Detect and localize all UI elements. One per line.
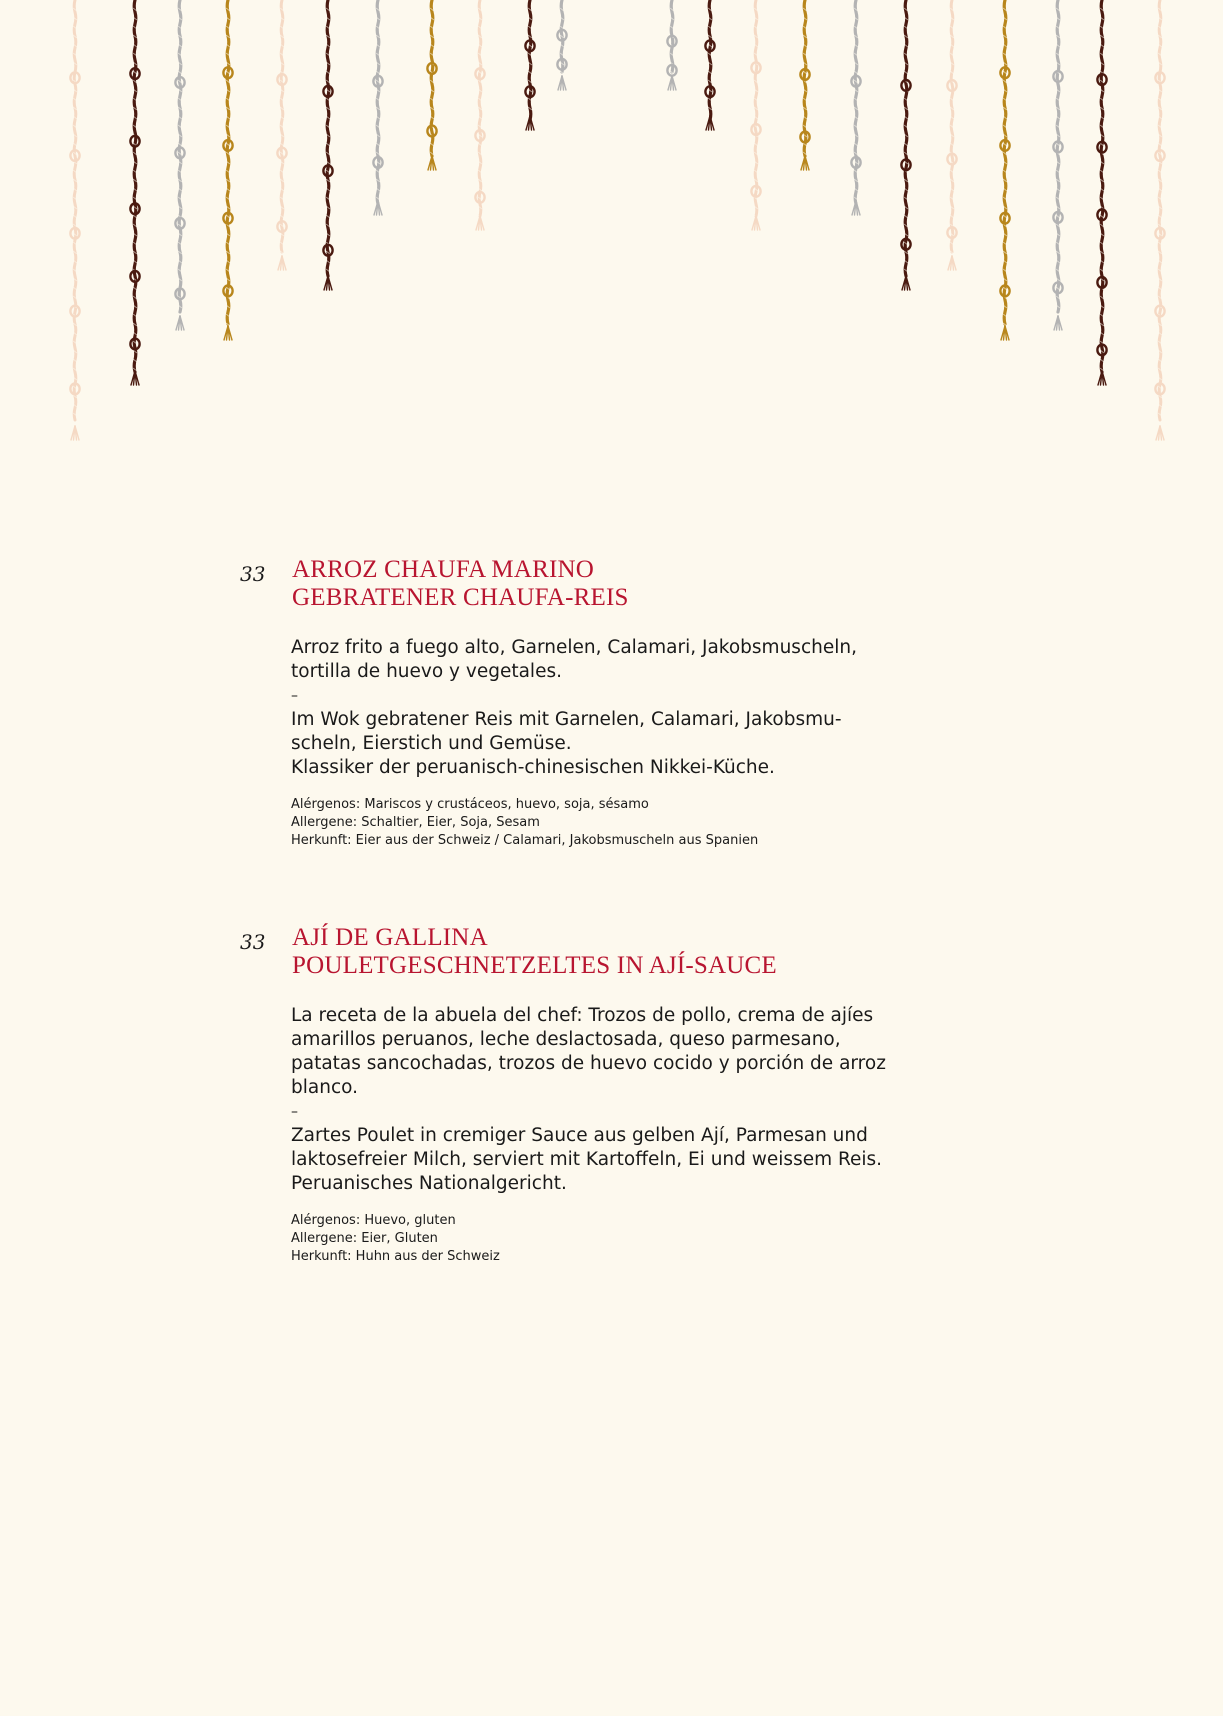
dish-title-es: AJÍ DE GALLINA [292, 924, 488, 951]
rope [1097, 0, 1106, 385]
allergens-de: Allergene: Eier, Gluten [291, 1231, 438, 1246]
rope [175, 0, 184, 330]
description-line: Klassiker der peruanisch-chinesischen Nikkei-Küche. [291, 757, 775, 778]
origin: Herkunft: Huhn aus der Schweiz [291, 1249, 500, 1264]
description-line: laktosefreier Milch, serviert mit Kartoffeln, Ei und weissem Reis. [291, 1149, 883, 1170]
rope [1155, 0, 1164, 440]
dish-notes [291, 796, 971, 850]
description-line: patatas sancochadas, trozos de huevo cocido y porción de arroz [291, 1053, 886, 1074]
rope [800, 0, 809, 170]
dish-title-de: POULETGESCHNETZELTES IN AJÍ-SAUCE [292, 952, 777, 979]
description-line: blanco. [291, 1077, 358, 1098]
description-line: scheln, Eierstich und Gemüse. [291, 733, 572, 754]
rope [705, 0, 714, 130]
dish-title [292, 924, 777, 980]
dish-notes [291, 1212, 971, 1266]
rope [427, 0, 436, 170]
rope [1053, 0, 1062, 330]
description-line: tortilla de huevo y vegetales. [291, 661, 562, 682]
allergens-es: Alérgenos: Huevo, gluten [291, 1213, 456, 1228]
rope [557, 0, 566, 90]
rope [851, 0, 860, 215]
rope [373, 0, 382, 215]
rope [475, 0, 484, 230]
rope [1000, 0, 1009, 340]
allergens-es: Alérgenos: Mariscos y crustáceos, huevo, soja, sésamo [291, 797, 649, 812]
price: 33 [240, 562, 266, 586]
rope [901, 0, 910, 290]
description-line: Arroz frito a fuego alto, Garnelen, Calamari, Jakobsmuscheln, [291, 637, 857, 658]
rope [223, 0, 232, 340]
rope [525, 0, 534, 130]
rope [947, 0, 956, 270]
price: 33 [240, 930, 266, 954]
rope [667, 0, 676, 90]
rope [277, 0, 286, 270]
description-line: Peruanisches Nationalgericht. [291, 1173, 567, 1194]
rope [70, 0, 79, 440]
rope [130, 0, 139, 385]
dish-description [291, 636, 971, 780]
dish-description [291, 1004, 971, 1196]
origin: Herkunft: Eier aus der Schweiz / Calamari, Jakobsmuscheln aus Spanien [291, 833, 759, 848]
separator: – [291, 1104, 298, 1120]
dish-title-es: ARROZ CHAUFA MARINO [292, 556, 594, 583]
hanging-ropes-icon [0, 0, 1223, 460]
allergens-de: Allergene: Schaltier, Eier, Soja, Sesam [291, 815, 540, 830]
dish-title [292, 556, 629, 612]
dish-title-de: GEBRATENER CHAUFA-REIS [292, 584, 629, 611]
description-line: La receta de la abuela del chef: Trozos de pollo, crema de ajíes [291, 1005, 874, 1026]
description-line: Im Wok gebratener Reis mit Garnelen, Calamari, Jakobsmu- [291, 709, 842, 730]
separator: – [291, 688, 298, 704]
description-line: Zartes Poulet in cremiger Sauce aus gelben Ají, Parmesan und [291, 1125, 868, 1146]
description-line: amarillos peruanos, leche deslactosada, queso parmesano, [291, 1029, 841, 1050]
rope [751, 0, 760, 230]
rope [323, 0, 332, 290]
